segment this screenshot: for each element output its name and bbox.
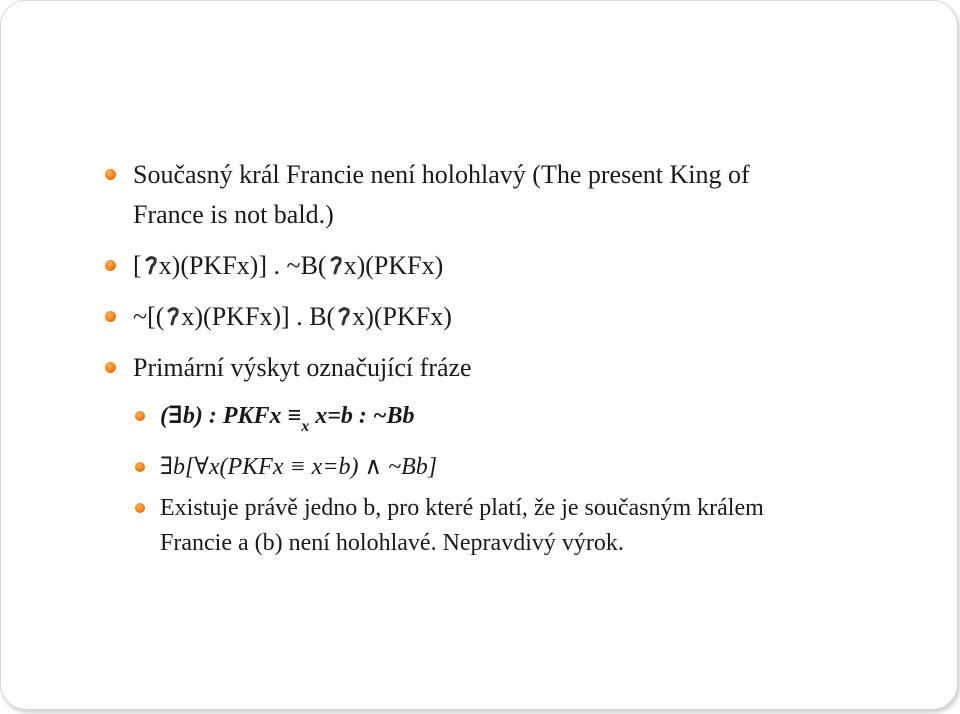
formula-sub-2-and: ∧ bbox=[364, 454, 383, 480]
formula-3-part-c: x)(PKFx) bbox=[352, 302, 452, 331]
bullet-icon bbox=[105, 362, 116, 373]
bullet-icon bbox=[135, 503, 145, 513]
sub-bullet-2 bbox=[105, 450, 925, 485]
formula-3-part-a: ~[( bbox=[133, 302, 165, 331]
formula-sub-2-part-a: ∃b[∀x(PKFx ≡ x=b) bbox=[160, 454, 359, 480]
slide-content bbox=[105, 155, 925, 567]
bullet-icon bbox=[105, 311, 116, 322]
bullet-icon bbox=[135, 462, 145, 472]
sub-bullet-3 bbox=[105, 491, 925, 561]
formula-sub-1-subscript: x bbox=[301, 418, 310, 435]
bullet-item-1 bbox=[105, 155, 925, 235]
bullet-item-2 bbox=[105, 246, 925, 286]
sub-bullet-3-line-1: Existuje právě jedno b, pro které platí, že je současným králem bbox=[160, 495, 764, 521]
formula-sub-1-part-a: (∃b) : PKFx ≡ bbox=[160, 403, 302, 429]
bullet-icon bbox=[105, 260, 116, 271]
iota-symbol-icon bbox=[329, 255, 343, 277]
bullet-1-line-2: France is not bald.) bbox=[133, 200, 334, 229]
formula-2-part-a: [ bbox=[133, 251, 142, 280]
iota-symbol-icon bbox=[144, 255, 158, 277]
sub-bullet-3-line-2: Francie a (b) není holohlavé. Nepravdivý výrok. bbox=[160, 530, 624, 556]
bullet-icon bbox=[135, 411, 145, 421]
formula-2-part-b: x)(PKFx)] . ~B( bbox=[158, 251, 327, 280]
bullet-item-3 bbox=[105, 297, 925, 337]
bullet-icon bbox=[105, 169, 116, 180]
iota-symbol-icon bbox=[337, 306, 351, 328]
bullet-item-4 bbox=[105, 348, 925, 388]
formula-2-part-c: x)(PKFx) bbox=[343, 251, 444, 280]
formula-3-part-b: x)(PKFx)] . B( bbox=[181, 302, 336, 331]
sub-bullet-1 bbox=[105, 399, 925, 444]
iota-symbol-icon bbox=[166, 306, 180, 328]
primary-occurrence-heading: Primární výskyt označující fráze bbox=[133, 353, 472, 382]
bullet-1-line-1: Současný král Francie není holohlavý (The present King of bbox=[133, 160, 750, 189]
formula-sub-2-part-c: ~Bb] bbox=[388, 454, 438, 480]
formula-sub-1-part-b: x=b : ~Bb bbox=[315, 403, 415, 429]
